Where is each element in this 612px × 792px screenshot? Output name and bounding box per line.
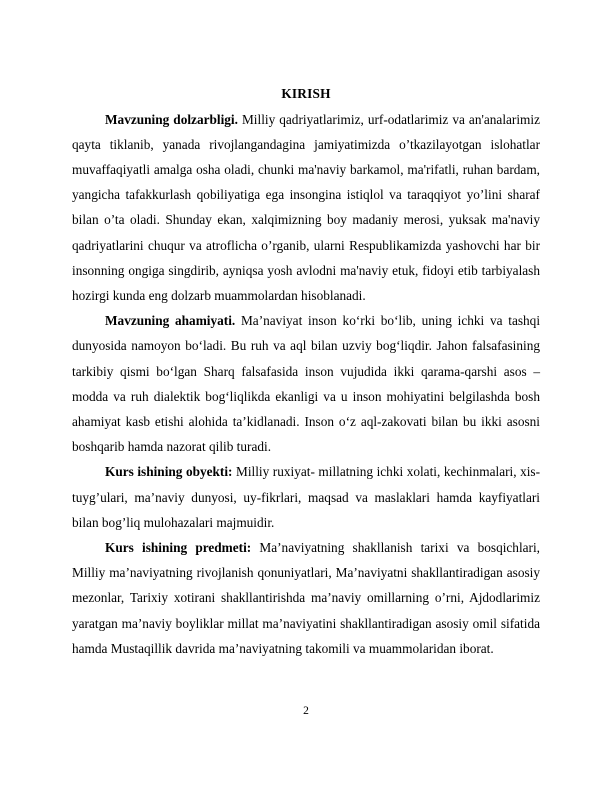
paragraph-lead-in: Mavzuning ahamiyati.: [105, 313, 236, 329]
page-content: [72, 84, 540, 661]
paragraph-dolzarbligi: [72, 107, 540, 309]
paragraph-body: Milliy qadriyatlarimiz, urf-odatlarimiz va an'analarimiz qayta tiklanib, yanada rivojlangandagina jamiyatimizda o’tkazilayotgan islohatlar muvaffaqiyatli amalga osha oladi, chunki ma'naviy barkamol, ma'rifatli, ruhan bardam, yangicha tafakkurlash qobiliyatiga ega insongina istiqlol va taraqqiyot yo’lini sharaf bilan o’ta oladi. Shunday ekan, xalqimizning boy madaniy merosi, yuksak ma'naviy qadriyatlarini chuqur va atroflicha o’rganib, ularni Respublikamizda yashovchi har bir insonning ongiga singdirib, ayniqsa yosh avlodni ma'naviy etuk, fidoyi etib tarbiyalash hozirgi kunda eng dolzarb muammolardan hisoblanadi.: [72, 111, 540, 304]
paragraph-lead-in: Kurs ishining predmeti:: [105, 540, 252, 556]
page-title: KIRISH: [281, 86, 331, 101]
page-number: 2: [303, 705, 309, 717]
paragraph-lead-in: Kurs ishining obyekti:: [105, 464, 233, 480]
paragraph-body: Milliy ruxiyat- millatning ichki xolati, kechinmalari, xis-tuyg’ulari, ma’naviy dunyosi, uy-fikrlari, maqsad va maslaklari hamda kayfiyatlari bilan bog’liq mulohazalari majmuidir.: [72, 464, 541, 530]
paragraph-ahamiyati: [72, 308, 540, 459]
paragraph-obyekti: [72, 459, 540, 535]
paragraph-body: Ma’naviyat inson koʻrki boʻlib, uning ichki va tashqi dunyosida namoyon boʻladi. Bu ruh va aql bilan uzviy bogʻliqdir. Jahon falsafasining tarkibiy qismi boʻlgan Sharq falsafasida inson vujudida ikki qarama-qarshi asos – modda va ruh dialektik bogʻliqlikda ekanligi va u inson mohiyatini belgilashda bosh ahamiyat kasb etishi alohida ta’kidlanadi. Inson oʻz aql-zakovati bilan bu ikki asosni boshqarib hamda nazorat qilib turadi.: [72, 313, 541, 455]
paragraph-body: Ma’naviyatning shakllanish tarixi va bosqichlari, Milliy ma’naviyatning rivojlanish qonuniyatlari, Ma’naviyatni shakllantiradigan asosiy mezonlar, Tarixiy xotirani shakllantirishda ma’naviy omillarning o’rni, Ajdodlarimiz yaratgan ma’naviy boyliklar millat ma’naviyatini shakllantiradigan asosiy omil sifatida hamda Mustaqillik davrida ma’naviyatning takomili va muammolaridan iborat.: [72, 540, 540, 656]
paragraph-predmeti: [72, 535, 540, 661]
paragraph-lead-in: Mavzuning dolzarbligi.: [105, 111, 238, 127]
